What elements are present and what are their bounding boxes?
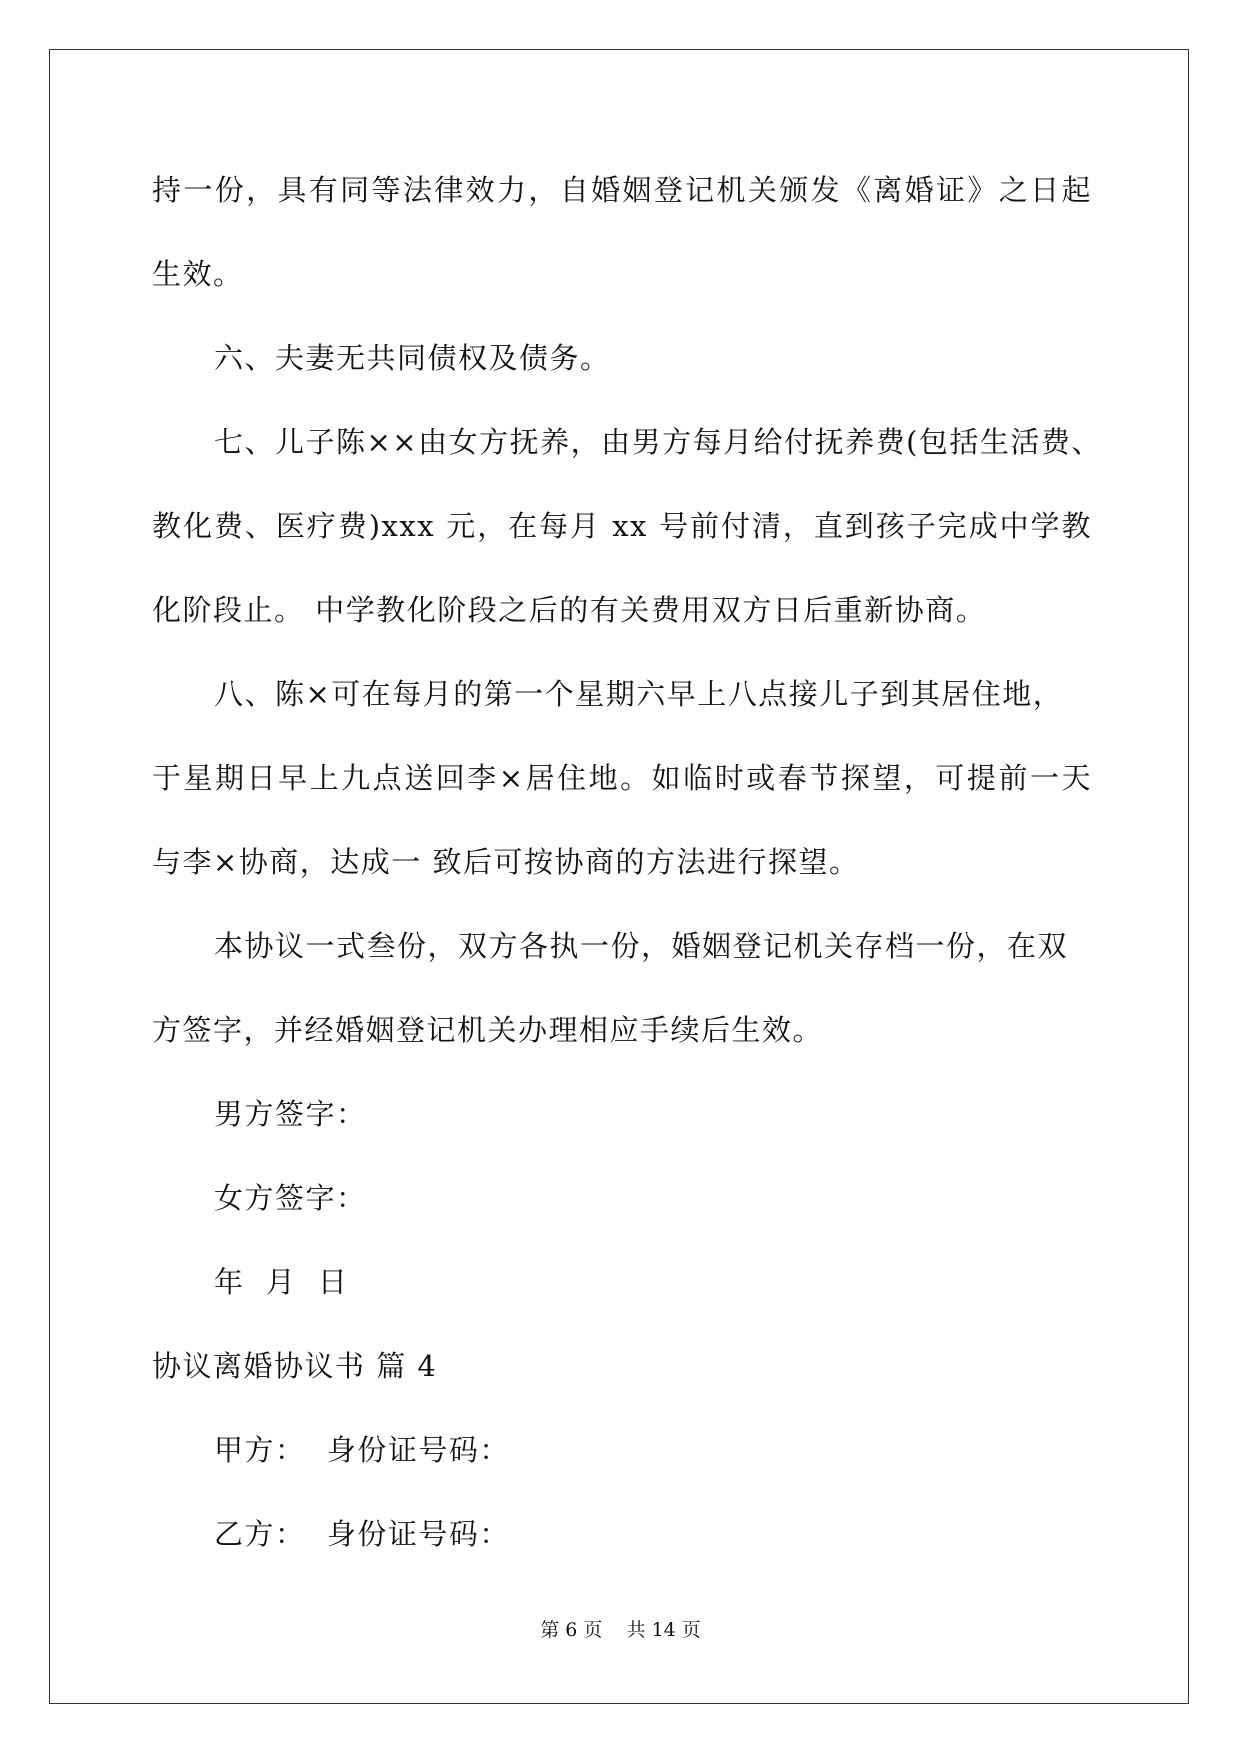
party-a-id-label: 甲方： 身份证号码： xyxy=(214,1433,510,1467)
paragraph-line: 持一份，具有同等法律效力，自婚姻登记机关颁发《离婚证》之日起 xyxy=(152,173,1092,207)
date-label: 年 月 日 xyxy=(214,1265,349,1299)
paragraph-line: 化阶段止。 中学教化阶段之后的有关费用双方日后重新协商。 xyxy=(152,593,987,627)
female-signature-label: 女方签字： xyxy=(214,1181,367,1215)
page-number-footer: 第 6 页 共 14 页 xyxy=(540,1619,701,1641)
paragraph-line: 教化费、医疗费)xxx 元，在每月 xx 号前付清，直到孩子完成中学教 xyxy=(152,509,1092,543)
paragraph-line: 于星期日早上九点送回李×居住地。如临时或春节探望，可提前一天 xyxy=(152,761,1092,795)
clause-six: 六、夫妻无共同债权及债务。 xyxy=(214,341,611,375)
male-signature-label: 男方签字： xyxy=(214,1097,367,1131)
clause-seven: 七、儿子陈××由女方抚养，由男方每月给付抚养费(包括生活费、 xyxy=(214,425,1102,459)
clause-eight: 八、陈×可在每月的第一个星期六早上八点接儿子到其居住地， xyxy=(214,677,1064,711)
section-heading: 协议离婚协议书 篇 4 xyxy=(152,1349,438,1383)
paragraph-line: 生效。 xyxy=(152,257,244,291)
paragraph-line: 与李×协商，达成一 致后可按协商的方法进行探望。 xyxy=(152,845,860,879)
agreement-copies-paragraph: 本协议一式叁份，双方各执一份，婚姻登记机关存档一份，在双 xyxy=(214,929,1069,963)
party-b-id-label: 乙方： 身份证号码： xyxy=(214,1517,510,1551)
paragraph-line: 方签字，并经婚姻登记机关办理相应手续后生效。 xyxy=(152,1013,824,1047)
